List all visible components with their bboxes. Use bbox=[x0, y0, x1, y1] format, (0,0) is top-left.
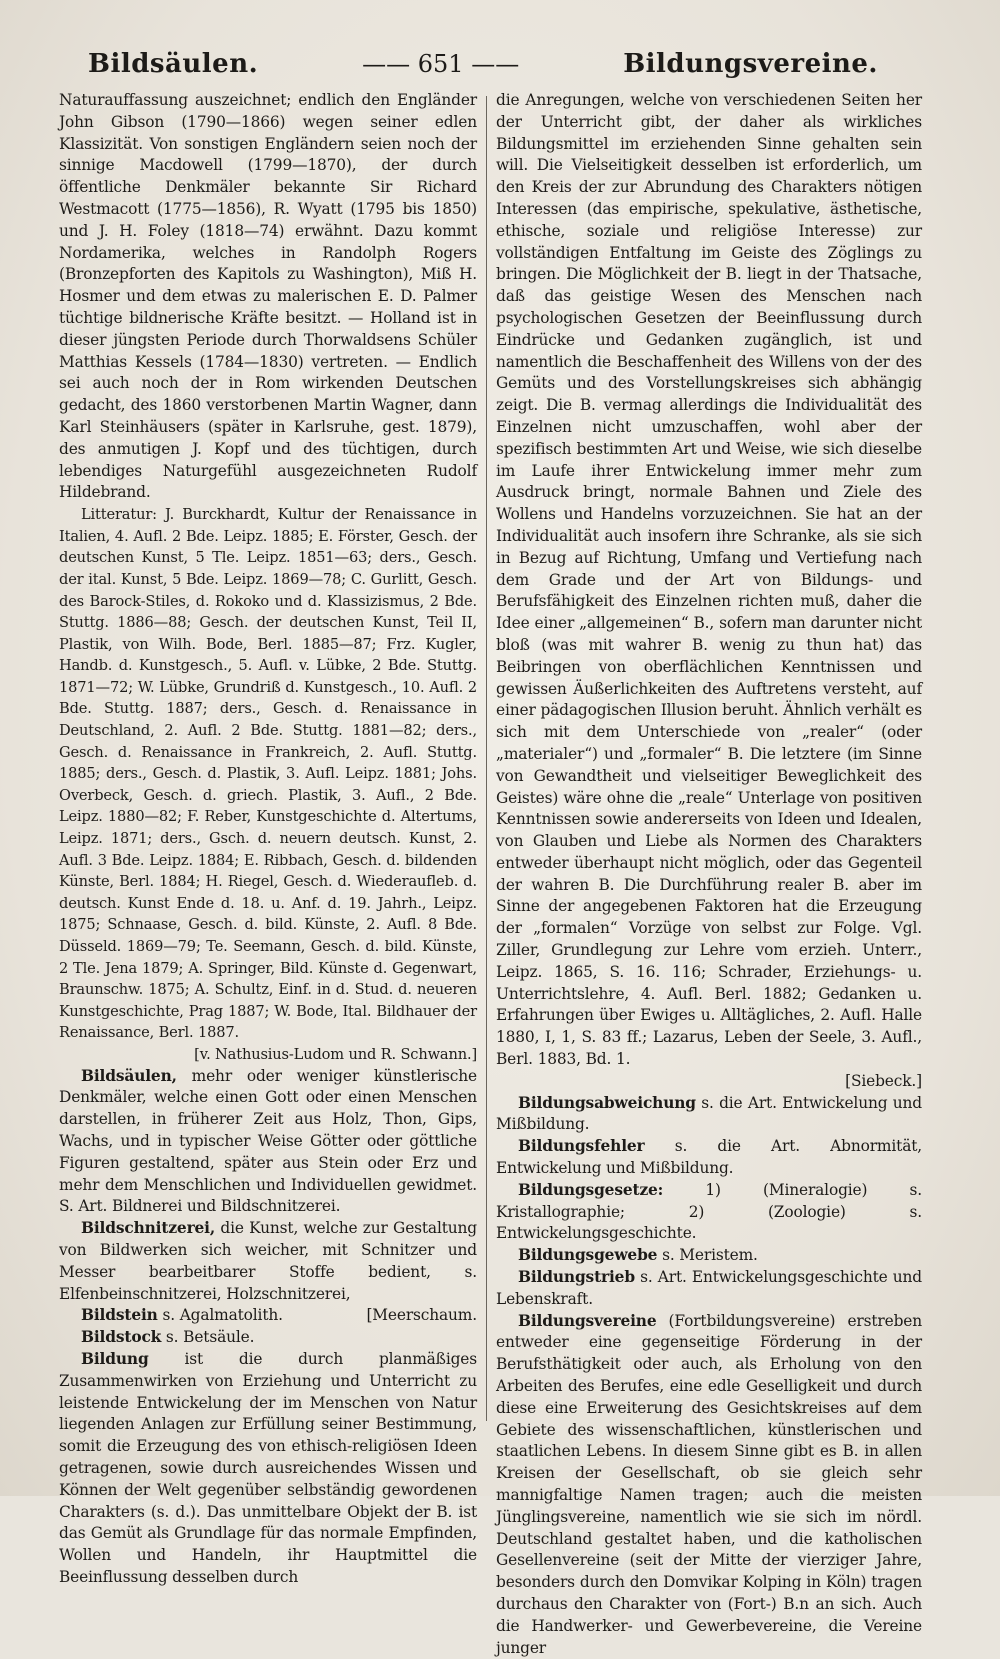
entry-bildungsgesetze bbox=[496, 1180, 922, 1245]
entry-headword: Bildungsvereine bbox=[518, 1311, 657, 1330]
entry-headword: Bildstein bbox=[81, 1306, 158, 1325]
author-signature: [v. Nathusius-Ludom und R. Schwann.] bbox=[194, 1045, 477, 1063]
left-column bbox=[59, 90, 477, 1589]
right-column bbox=[496, 90, 922, 1659]
entry-body: 1) (Mineralogie) s. Kristallographie; 2) (Zoologie) s. Entwickelungsgeschichte. bbox=[496, 1180, 922, 1243]
entry-headword: Bildungsabweichung bbox=[518, 1093, 696, 1112]
entry-body: s. Art. Entwickelungsgeschichte und Lebenskraft. bbox=[496, 1268, 922, 1308]
entry-bildschnitzerei bbox=[59, 1218, 477, 1305]
article-text: die Anregungen, welche von verschiedenen Seiten her der Unterricht gibt, der daher als wirkliches Bildungsmittel im erziehenden Sinne gehalten sein will. Die Vielseitigkeit desselben ist erforderlich, um den Kreis der zur Abrundung des Charakters nötigen Interessen (das empirische, spekulative, ästhetische, ethische, soziale und religiöse Interesse) zur vollständigen Entfaltung im Geiste des Zöglings zu bringen. Die Möglichkeit der B. liegt in der Thatsache, daß das geistige Wesen des Menschen nach psychologischen Gesetzen der Beeinflussung durch Eindrücke und Gedanken zugänglich, ist und namentlich die Beschaffenheit des Willens von der des Gemüts und des Vorstellungskreises sich abhängig zeigt. Die B. vermag allerdings die Individualität des Einzelnen nicht umzuschaffen, wohl aber der spezifisch bestimmten Art und Weise, wie sich dieselbe im Laufe ihrer Entwickelung immer mehr zum Ausdruck bringt, normale Bahnen und Ziele des Wollens und Handelns vorzuzeichnen. Sie hat an der Individualität auch insofern ihre Schranke, als sie sich in Bezug auf Richtung, Umfang und Vertiefung nach dem Grade und der Art von Bildungs- und Berufsfähigkeit des Einzelnen richten muß, daher die Idee einer „allgemeinen“ B., sofern man darunter nicht bloß (was mit wahrer B. wenig zu thun hat) das Beibringen von oberflächlichen Kenntnissen und gewissen Äußerlichkeiten des Auftretens versteht, auf einer pädagogischen Illusion beruht. Ähnlich verhält es sich mit dem Unterschiede von „realer“ (oder „materialer“) und „formaler“ B. Die letztere (im Sinne von Gewandtheit und vielseitiger Beweglichkeit des Geistes) wäre ohne die „reale“ Unterlage von positiven Kenntnissen sowie andererseits von Ideen und Idealen, von Glauben und Liebe als Normen des Charakters entweder überhaupt nicht möglich, oder das Gegenteil der wahren B. Die Durchführung realer B. aber im Sinne der angegebenen Faktoren hat die Erzeugung der „formalen“ Vorzüge von selbst zur Folge. Vgl. Ziller, Grundlegung zur Lehre vom erzieh. Unterr., Leipz. 1865, S. 16. 116; Schrader, Erziehungs- u. Unterrichtslehre, 4. Aufl. Berl. 1882; Gedanken u. Erfahrungen über Ewiges u. Alltägliches, 2. Aufl. Halle 1880, I, 1, S. 83 ff.; Lazarus, Leben der Seele, 3. Aufl., Berl. 1883, Bd. 1. bbox=[496, 91, 922, 1069]
entry-body: s. die Art. Entwickelung und Mißbildung. bbox=[496, 1093, 922, 1134]
entry-headword: Bildungsgesetze: bbox=[518, 1180, 664, 1199]
entry-bildstein bbox=[59, 1305, 477, 1327]
entry-body: s. Agalmatolith. bbox=[157, 1306, 283, 1325]
entry-body: (Fortbildungsvereine) erstreben entweder eine gegenseitige Förderung in der Berufsthätigkeit oder auch, als Erholung von den Arbeiten des Berufes, eine edle Geselligkeit und durch diese eine Erweiterung des Gesichtskreises auf dem Gebiete des wissenschaftlichen, künstlerischen und staatlichen Lebens. In diesem Sinne gibt es B. in allen Kreisen der Gesellschaft, ob sie gleich sehr mannigfaltige Namen tragen; auch die meisten Jünglingsvereine, namentlich wie sie sich im nördl. Deutschland gestaltet haben, und die katholischen Gesellenvereine (seit der Mitte der vierziger Jahre, besonders durch den Domvikar Kolping in Köln) tragen durchaus den Charakter von (Fort-) B.n an sich. Auch die Handwerker- und Gewerbevereine, die Vereine junger bbox=[496, 1311, 922, 1657]
article-text: Naturauffassung auszeichnet; endlich den Engländer John Gibson (1790—1866) wegen seiner edlen Klassizität. Von sonstigen Engländern seien noch der sinnige Macdowell (1799—1870), der durch öffentliche Denkmäler bekannte Sir Richard Westmacott (1775—1856), R. Wyatt (1795 bis 1850) und J. H. Foley (1818—74) erwähnt. Dazu kommt Nordamerika, welches in Randolph Rogers (Bronzepforten des Kapitols zu Washington), Miß H. Hosmer und dem etwas zu malerischen E. D. Palmer tüchtige bildnerische Kräfte besitzt. — Holland ist in dieser jüngsten Periode durch Thorwaldsens Schüler Matthias Kessels (1784—1830) vertreten. — Endlich sei auch noch der in Rom wirkenden Deutschen gedacht, des 1860 verstorbenen Martin Wagner, dann Karl Steinhäusers (später in Karlsruhe, gest. 1879), des anmutigen J. Kopf und des tüchtigen, durch lebendiges Naturgefühl ausgezeichneten Rudolf Hildebrand. bbox=[59, 91, 477, 502]
entry-headword: Bildsäulen, bbox=[81, 1066, 177, 1085]
entry-body: ist die durch planmäßiges Zusammenwirken von Erziehung und Unterricht zu leistende Entwickelung der im Menschen von Natur liegenden Anlagen zur Erfüllung seiner Bestimmung, somit die Erzeugung des von ethisch-religiösen Ideen getragenen, sowie durch ausreichendes Wissen und Können der Welt gegenüber selbständig gewordenen Charakters (s. d.). Das unmittelbare Objekt der B. ist das Gemüt als Grundlage für das normale Empfinden, Wollen und Handeln, ihr Hauptmittel die Beeinflussung desselben durch bbox=[59, 1349, 477, 1586]
entry-bildstock bbox=[59, 1327, 477, 1349]
entry-body: die Kunst, welche zur Gestaltung von Bildwerken sich weicher, mit Schnitzer und Messer bearbeitbarer Stoffe bedient, s. Elfenbeinschnitzerei, Holzschnitzerei, bbox=[59, 1219, 477, 1303]
entry-bildungsvereine bbox=[496, 1311, 922, 1659]
entry-headword: Bildungsgewebe bbox=[518, 1246, 658, 1265]
entry-headword: Bildungstrieb bbox=[518, 1268, 635, 1287]
entry-bildung bbox=[59, 1349, 477, 1589]
page-number: —— 651 —— bbox=[362, 50, 520, 78]
entry-bildungsgewebe bbox=[496, 1245, 922, 1267]
column-divider bbox=[486, 96, 487, 1421]
entry-body: s. Betsäule. bbox=[161, 1328, 255, 1347]
entry-bildungsabweichung bbox=[496, 1093, 922, 1137]
entry-body: s. die Art. Abnormität, Entwickelung und Mißbildung. bbox=[496, 1137, 922, 1178]
entry-body: s. Meristem. bbox=[657, 1246, 758, 1265]
entry-headword: Bildungsfehler bbox=[518, 1137, 645, 1156]
entry-bildsaeulen bbox=[59, 1066, 477, 1219]
entry-headword: Bildschnitzerei, bbox=[81, 1219, 216, 1238]
entry-continuation: [Meerschaum. bbox=[366, 1306, 477, 1325]
header-left-word: Bildsäulen. bbox=[88, 49, 259, 79]
entry-bildungsfehler bbox=[496, 1136, 922, 1180]
header-right-word: Bildungsvereine. bbox=[623, 49, 878, 79]
entry-headword: Bildstock bbox=[81, 1328, 162, 1347]
entry-body: mehr oder weniger künstlerische Denkmäler, welche einen Gott oder einen Menschen darstellen, in früherer Zeit aus Holz, Thon, Gips, Wachs, und in typischer Weise Götter oder göttliche Figuren gestaltend, später aus Stein oder Erz und mehr dem Menschlichen und Individuellen gewidmet. S. Art. Bildnerei und Bildschnitzerei. bbox=[59, 1066, 477, 1216]
author-signature: [Siebeck.] bbox=[845, 1071, 922, 1090]
entry-headword: Bildung bbox=[81, 1349, 149, 1368]
running-header bbox=[88, 42, 878, 86]
entry-bildungstrieb bbox=[496, 1267, 922, 1311]
literature-list: Litteratur: J. Burckhardt, Kultur der Renaissance in Italien, 4. Aufl. 2 Bde. Leipz. 1885; E. Förster, Gesch. der deutschen Kunst, 5 Tle. Leipz. 1851—63; ders., Gesch. der ital. Kunst, 5 Bde. Leipz. 1869—78; C. Gurlitt, Gesch. des Barock-Stiles, d. Rokoko und d. Klassizismus, 2 Bde. Stuttg. 1886—88; Gesch. der deutschen Kunst, Teil II, Plastik, von Wilh. Bode, Berl. 1885—87; Frz. Kugler, Handb. d. Kunstgesch., 5. Aufl. v. Lübke, 2 Bde. Stuttg. 1871—72; W. Lübke, Grundriß d. Kunstgesch., 10. Aufl. 2 Bde. Stuttg. 1887; ders., Gesch. d. Renaissance in Deutschland, 2. Aufl. 2 Bde. Stuttg. 1881—82; ders., Gesch. d. Renaissance in Frankreich, 2. Aufl. Stuttg. 1885; ders., Gesch. d. Plastik, 3. Aufl. Leipz. 1881; Johs. Overbeck, Gesch. d. griech. Plastik, 3. Aufl., 2 Bde. Leipz. 1880—82; F. Reber, Kunstgeschichte d. Altertums, Leipz. 1871; ders., Gsch. d. neuern deutsch. Kunst, 2. Aufl. 3 Bde. Leipz. 1884; E. Ribbach, Gesch. d. bildenden Künste, Berl. 1884; H. Riegel, Gesch. d. Wiederaufleb. d. deutsch. Kunst Ende d. 18. u. Anf. d. 19. Jahrh., Leipz. 1875; Schnaase, Gesch. d. bild. Künste, 2. Aufl. 8 Bde. Düsseld. 1869—79; Te. Seemann, Gesch. d. bild. Künste, 2 Tle. Jena 1879; A. Springer, Bild. Künste d. Gegenwart, Braunschw. 1875; A. Schultz, Einf. in d. Stud. d. neueren Kunstgeschichte, Prag 1887; W. Bode, Ital. Bildhauer der Renaissance, Berl. 1887. bbox=[59, 506, 477, 1042]
